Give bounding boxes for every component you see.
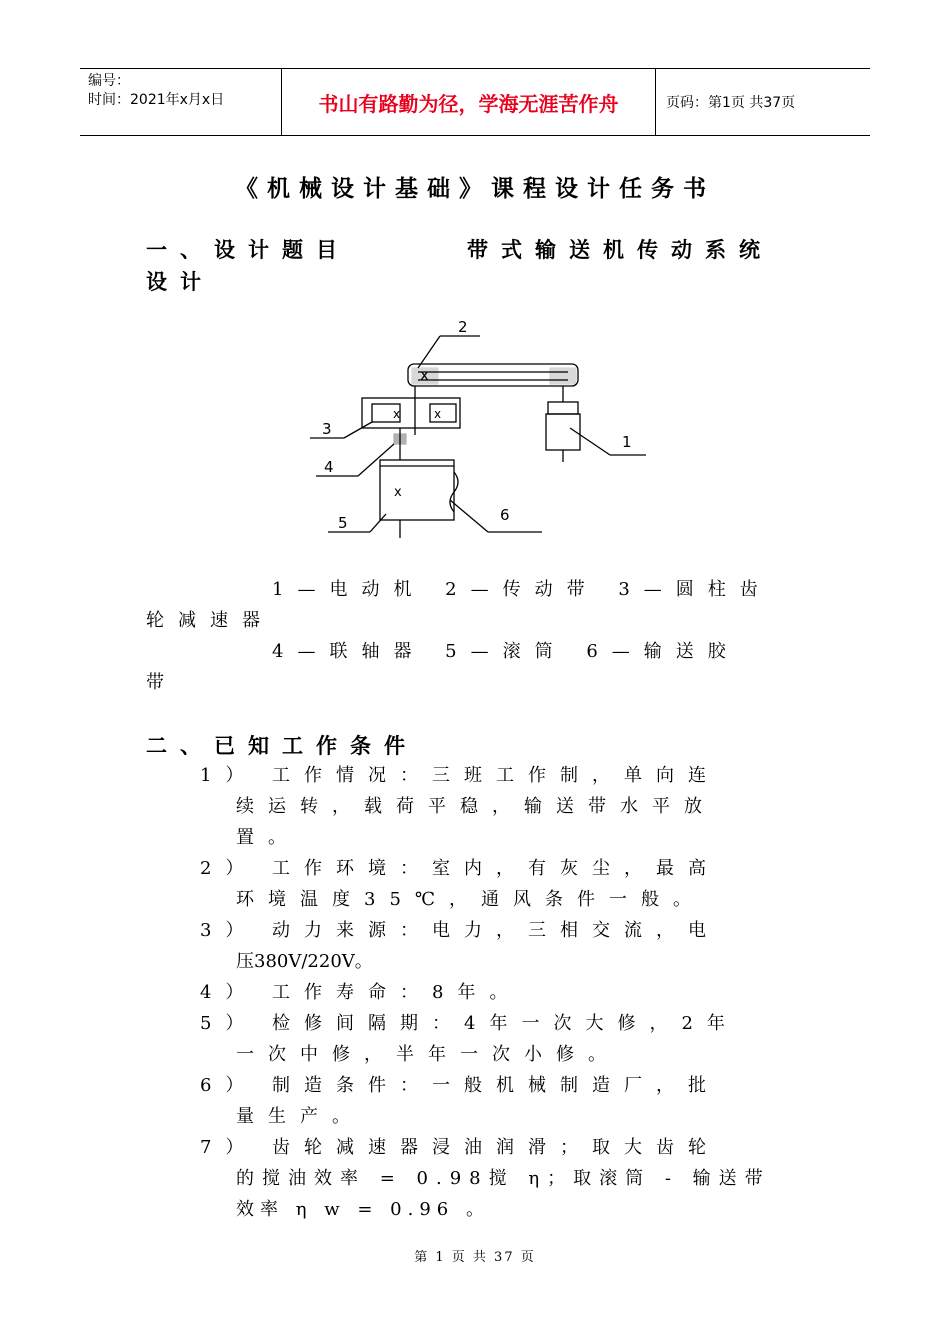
- document-title: 《机械设计基础》课程设计任务书: [235, 176, 715, 202]
- drum: [380, 460, 454, 520]
- item-line: 环境温度35℃，通风条件一般。: [236, 889, 706, 910]
- item-line: 工作情况：三班工作制，单向连: [272, 765, 720, 786]
- item-line: 的搅油效率 = 0.98搅 η；取滚筒 - 输送带: [236, 1168, 771, 1189]
- legend-line: 1—电动机 2—传动带 3—圆柱齿: [272, 579, 772, 600]
- header-table: [80, 68, 870, 136]
- section2-heading: 二、已知工作条件: [146, 734, 418, 758]
- diagram-label: 4: [324, 458, 334, 476]
- header-motto: 书山有路勤为径，学海无涯苦作舟: [282, 69, 656, 135]
- item-line: 齿轮减速器浸油润滑；取大齿轮: [272, 1137, 720, 1158]
- item-number: 3）: [200, 920, 258, 941]
- section1-topic-line2: 设计: [146, 270, 214, 294]
- section1-label: 一、设计题目: [146, 238, 350, 262]
- diagram-mark: x: [434, 407, 442, 421]
- leader-3: [344, 422, 372, 438]
- diagram-mark: x: [420, 366, 429, 384]
- diagram-mark: x: [393, 407, 401, 421]
- diagram-label: 3: [322, 420, 332, 438]
- item-line: 一次中修，半年一次小修。: [236, 1044, 620, 1065]
- header-page-info: 页码：第1页 共37页: [666, 95, 796, 111]
- motor-top: [548, 402, 578, 414]
- legend-line: 带: [146, 672, 178, 693]
- large-pulley: [550, 368, 576, 384]
- diagram-label: 6: [500, 506, 510, 524]
- item-line: 压380V/220V。: [236, 951, 373, 972]
- item-line: 置。: [236, 827, 300, 848]
- item-number: 4）: [200, 982, 258, 1003]
- reducer-housing: [362, 398, 460, 428]
- diagram-label: 5: [338, 514, 348, 532]
- item-line: 量生产。: [236, 1106, 364, 1127]
- legend-line: 轮减速器: [146, 610, 274, 631]
- item-number: 1）: [200, 765, 258, 786]
- item-number: 6）: [200, 1075, 258, 1096]
- item-line: 工作环境：室内，有灰尘，最高: [272, 858, 720, 879]
- item-number: 7）: [200, 1137, 258, 1158]
- leader-6: [450, 500, 488, 532]
- diagram-mark: x: [394, 485, 402, 500]
- item-line: 动力来源：电力，三相交流，电: [272, 920, 720, 941]
- item-number: 2）: [200, 858, 258, 879]
- legend-line: 4—联轴器 5—滚筒 6—输送胶: [272, 641, 740, 662]
- item-line: 制造条件：一般机械制造厂，批: [272, 1075, 720, 1096]
- diagram-label: 1: [622, 433, 632, 451]
- diagram-label: 2: [458, 318, 468, 336]
- time-label: 时间：2021年x月x日: [88, 92, 225, 108]
- transmission-diagram: [300, 310, 660, 550]
- section1-heading: [146, 234, 350, 264]
- leader-5: [370, 514, 386, 532]
- item-line: 工作寿命：8年。: [272, 982, 522, 1003]
- item-line: 续运转，载荷平稳，输送带水平放: [236, 796, 716, 817]
- section1-topic-line1: 带式输送机传动系统: [467, 238, 773, 262]
- page-footer: 第 1 页 共 37 页: [414, 1250, 536, 1265]
- number-label: 编号：: [88, 73, 130, 89]
- leader-1: [570, 428, 610, 455]
- header-left-cell: [80, 69, 282, 135]
- item-line: 效率 η w = 0.96 。: [236, 1199, 490, 1220]
- item-number: 5）: [200, 1013, 258, 1034]
- leader-2: [418, 336, 440, 368]
- item-line: 检修间隔期：4年一次大修，2年: [272, 1013, 739, 1034]
- coupling: [394, 434, 406, 444]
